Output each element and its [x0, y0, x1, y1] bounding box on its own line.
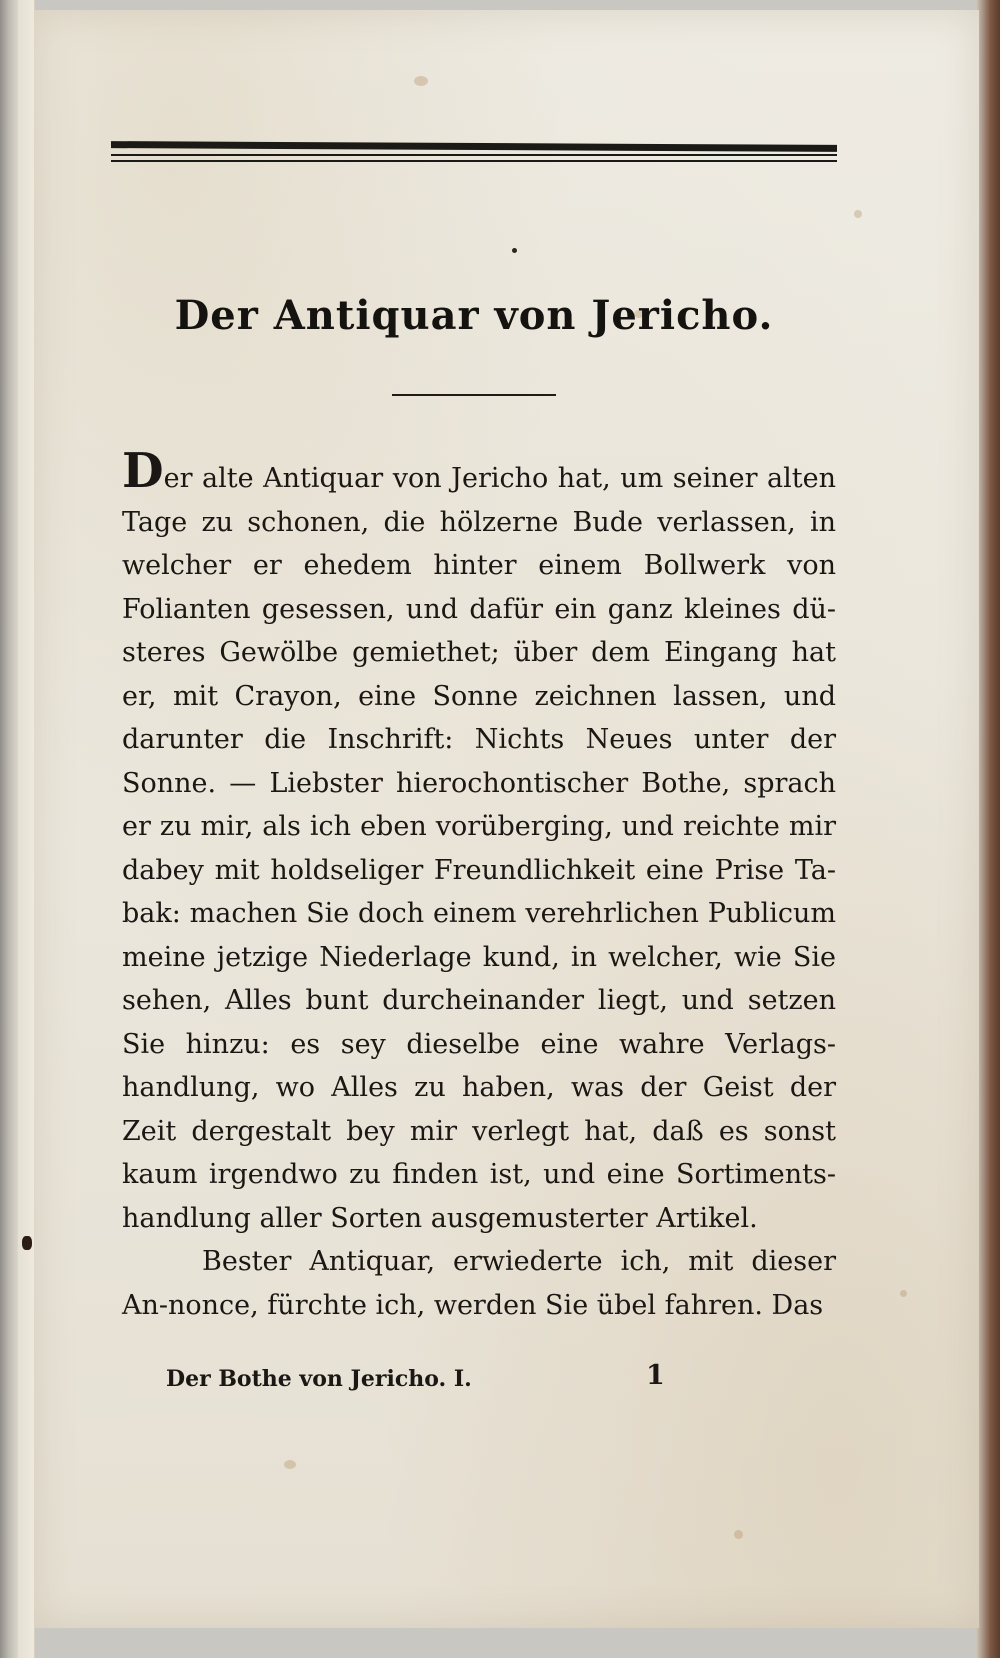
- book-page: [34, 10, 979, 1628]
- signature-mark: 1: [646, 1360, 665, 1391]
- body-text: [122, 443, 836, 1327]
- drop-cap: D: [122, 443, 164, 499]
- header-rule: [111, 143, 837, 171]
- header-rule-thin-line: [111, 154, 837, 156]
- printer-dot: [512, 248, 517, 253]
- footer-signature: Der Bothe von Jericho. I.: [166, 1366, 472, 1392]
- foxing-spot: [414, 76, 428, 86]
- foxing-spot: [284, 1460, 296, 1469]
- foxing-spot: [734, 1530, 743, 1539]
- chapter-title: Der Antiquar von Jericho.: [174, 292, 774, 339]
- ink-mark: [22, 1236, 32, 1250]
- paragraph-2: Bester Antiquar, erwiederte ich, mit dieser An-nonce, fürchte ich, werden Sie übel fahren. Das: [122, 1246, 836, 1321]
- book-cover-edge: [976, 0, 1000, 1658]
- header-rule-thin-line: [111, 160, 837, 162]
- header-rule-thick-line: [111, 141, 837, 152]
- page-stack-edge: [18, 0, 35, 1658]
- foxing-spot: [854, 210, 862, 218]
- page-footer: [166, 1360, 706, 1406]
- foxing-spot: [900, 1290, 907, 1297]
- paragraph-1: [122, 443, 836, 1240]
- paragraph-1-text: er alte Antiquar von Jericho hat, um seiner alten Tage zu schonen, die hölzerne Bude verlassen, in welcher er ehedem hinter einem Bollwerk von Folianten gesessen, und dafür ein ganz kleines dü-steres Gewölbe gemiethet; über dem Eingang hat er, mit Crayon, eine Sonne zeichnen lassen, und darunter die Inschrift: Nichts Neues unter der Sonne. — Liebster hierochontischer Bothe, sprach er zu mir, als ich eben vorüberging, und reichte mir dabey mit holdseliger Freundlichkeit eine Prise Ta-bak: machen Sie doch einem verehrlichen Publicum meine jetzige Niederlage kund, in welcher, wie Sie sehen, Alles bunt durcheinander liegt, und setzen Sie hinzu: es sey dieselbe eine wahre Verlags-handlung, wo Alles zu haben, was der Geist der Zeit dergestalt bey mir verlegt hat, daß es sonst kaum irgendwo zu finden ist, und eine Sortiments-handlung aller Sorten ausgemusterter Artikel.: [122, 463, 836, 1234]
- title-divider: [392, 394, 556, 396]
